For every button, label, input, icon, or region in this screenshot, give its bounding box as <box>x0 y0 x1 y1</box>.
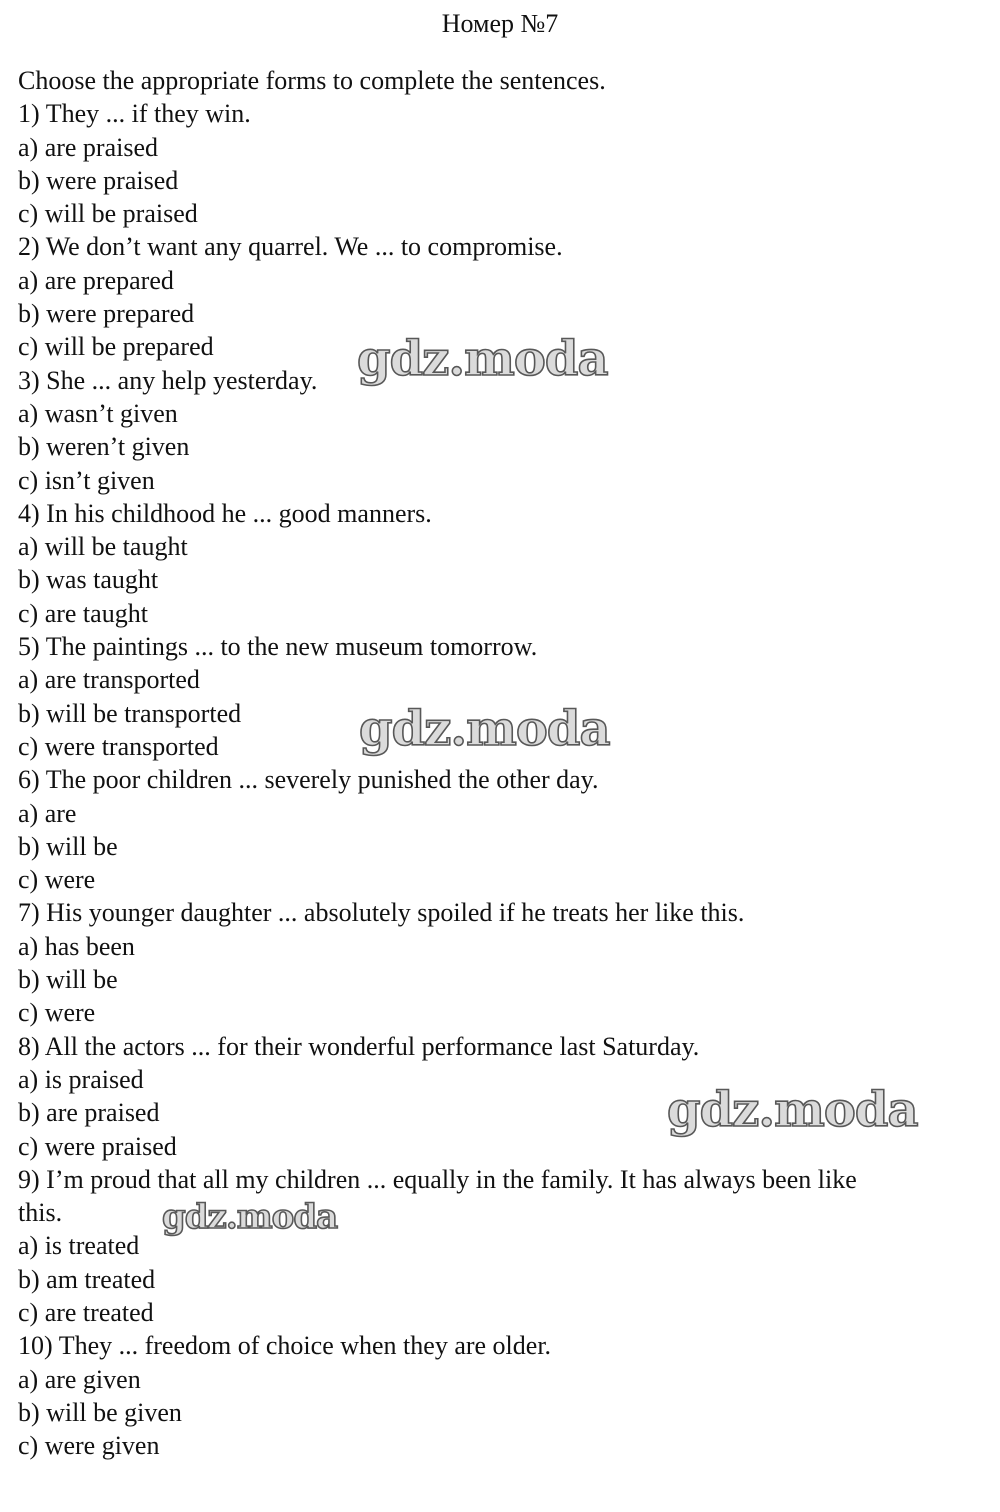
answer-option: b) were praised <box>18 165 179 195</box>
answer-option: b) will be <box>18 831 118 861</box>
answer-option: b) am treated <box>18 1264 156 1294</box>
answer-option: c) were transported <box>18 731 219 761</box>
question: 9) I’m proud that all my children ... equally in the family. It has always been like <box>18 1164 857 1194</box>
answer-option: b) will be given <box>18 1397 182 1427</box>
answer-option: a) wasn’t given <box>18 398 178 428</box>
watermark-logo: gdz.moda <box>357 331 608 387</box>
answer-option: a) is praised <box>18 1064 144 1094</box>
page-title: Номер №7 <box>441 9 559 38</box>
answer-option: a) is treated <box>18 1231 140 1261</box>
exercise-text <box>18 64 988 1462</box>
answer-option: a) are transported <box>18 665 200 695</box>
instructions: Choose the appropriate forms to complete the sentences. <box>18 66 606 95</box>
watermark-logo: gdz.moda <box>162 1197 338 1237</box>
answer-option: b) was taught <box>18 565 159 595</box>
question: 4) In his childhood he ... good manners. <box>18 498 432 528</box>
question: 7) His younger daughter ... absolutely spoiled if he treats her like this. <box>18 898 745 928</box>
question: 3) She ... any help yesterday. <box>18 365 318 395</box>
answer-option: c) will be prepared <box>18 332 214 362</box>
answer-option: c) will be praised <box>18 199 198 229</box>
answer-option: c) were <box>18 998 96 1028</box>
answer-option: b) are praised <box>18 1098 160 1128</box>
answer-option: b) were prepared <box>18 299 195 329</box>
answer-option: c) isn’t given <box>18 465 155 495</box>
question: 5) The paintings ... to the new museum tomorrow. <box>18 632 538 662</box>
question: 8) All the actors ... for their wonderful performance last Saturday. <box>18 1031 700 1061</box>
answer-option: b) will be transported <box>18 698 242 728</box>
question: 10) They ... freedom of choice when they are older. <box>18 1331 552 1361</box>
answer-option: a) has been <box>18 931 135 961</box>
answer-option: a) will be taught <box>18 532 188 562</box>
text-line: this. <box>18 1198 63 1228</box>
answer-option: c) are taught <box>18 598 148 628</box>
question: 1) They ... if they win. <box>18 99 251 129</box>
question: 2) We don’t want any quarrel. We ... to compromise. <box>18 232 563 262</box>
answer-option: c) were given <box>18 1431 160 1461</box>
question: 6) The poor children ... severely punished the other day. <box>18 765 599 795</box>
watermark-logo: gdz.moda <box>667 1082 918 1138</box>
answer-option: c) were <box>18 865 96 895</box>
answer-option: c) were praised <box>18 1131 177 1161</box>
answer-option: b) weren’t given <box>18 432 190 462</box>
watermark-logo: gdz.moda <box>359 701 610 757</box>
answer-option: a) are praised <box>18 132 159 162</box>
answer-option: a) are prepared <box>18 265 174 295</box>
answer-option: b) will be <box>18 965 118 995</box>
answer-option: a) are given <box>18 1364 141 1394</box>
answer-option: c) are treated <box>18 1297 154 1327</box>
answer-option: a) are <box>18 798 77 828</box>
